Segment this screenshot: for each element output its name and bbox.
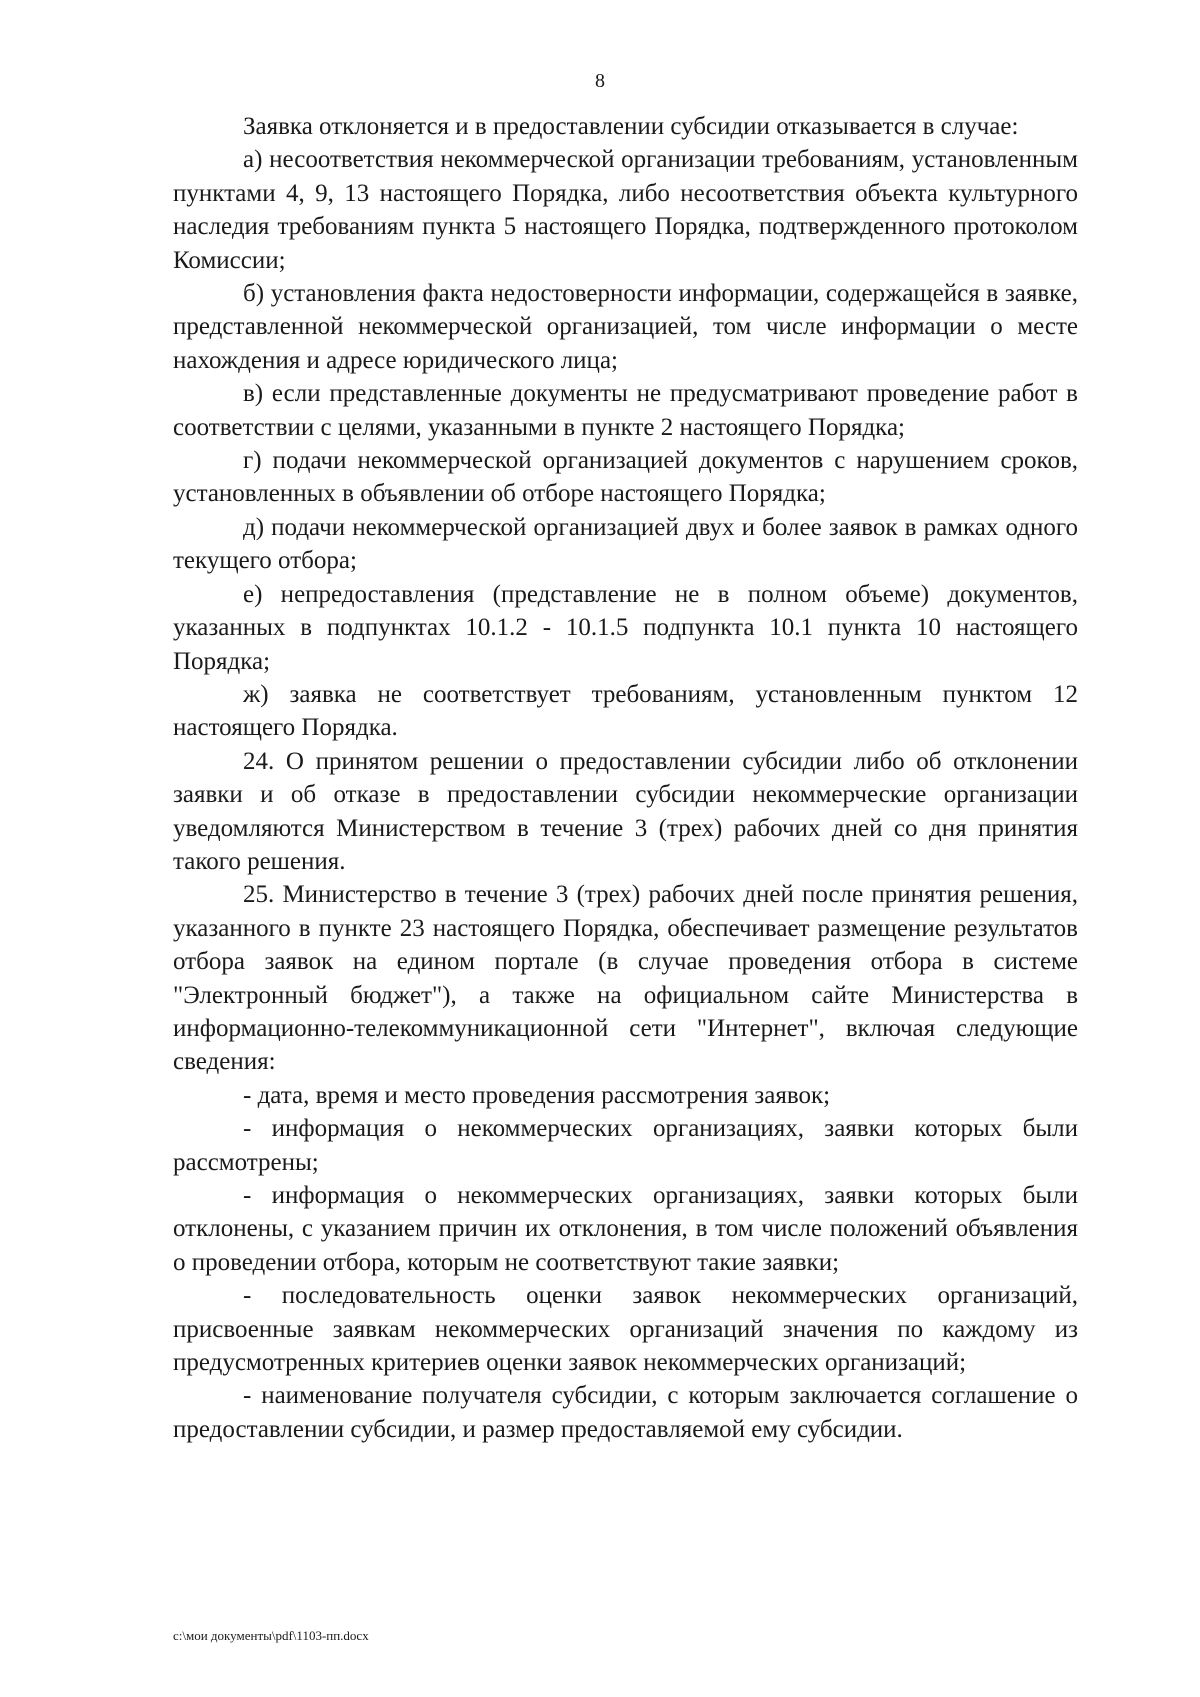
paragraph-item-d: д) подачи некоммерческой организацией двух и более заявок в рамках одного текущего отбора;	[173, 513, 1078, 575]
list-item-rejected: - информация о некоммерческих организациях, заявки которых были отклонены, с указанием причин их отклонения, в том числе положений объявления о проведении отбора, которым не соответствуют такие заявки;	[173, 1182, 1078, 1276]
paragraph-24: 24. О принятом решении о предоставлении субсидии либо об отклонении заявки и об отказе в предоставлении субсидии некоммерческие организации уведомляются Министерством в течение 3 (трех) рабочих дней со дня принятия такого решения.	[173, 747, 1078, 875]
paragraph-item-e: е) непредоставления (представление не в полном объеме) документов, указанных в подпунктах 10.1.2 - 10.1.5 подпункта 10.1 пункта 10 настоящего Порядка;	[173, 580, 1078, 675]
page-number: 8	[595, 70, 605, 92]
list-item-recipient: - наименование получателя субсидии, с которым заключается соглашение о предоставлении субсидии, и размер предоставляемой ему субсидии.	[173, 1382, 1078, 1443]
footer-file-path: c:\мои документы\pdf\1103-пп.docx	[173, 1628, 369, 1643]
paragraph-item-g: г) подачи некоммерческой организацией документов с нарушением сроков, установленных в объявлении об отборе настоящего Порядка;	[173, 447, 1078, 508]
list-item-date: - дата, время и место проведения рассмотрения заявок;	[243, 1081, 831, 1109]
paragraph-item-a: а) несоответствия некоммерческой организации требованиям, установленным пунктами 4, 9, 13 настоящего Порядка, либо несоответствия объекта культурного наследия требованиям пункта 5 настоящего Порядка, подтвержденного протоколом Комиссии;	[173, 146, 1078, 274]
paragraph-item-zh: ж) заявка не соответствует требованиям, установленным пунктом 12 настоящего Порядка.	[173, 680, 1078, 742]
list-item-reviewed: - информация о некоммерческих организациях, заявки которых были рассмотрены;	[173, 1115, 1078, 1176]
paragraph-item-v: в) если представленные документы не предусматривают проведение работ в соответствии с целями, указанными в пункте 2 настоящего Порядка;	[173, 380, 1078, 441]
list-item-evaluation: - последовательность оценки заявок некоммерческих организаций, присвоенные заявкам некоммерческих организаций значения по каждому из предусмотренных критериев оценки заявок некоммерческих организаций;	[173, 1282, 1078, 1377]
document-body	[173, 110, 1078, 1446]
paragraph-intro: Заявка отклоняется и в предоставлении субсидии отказывается в случае:	[243, 113, 1019, 140]
paragraph-25: 25. Министерство в течение 3 (трех) рабочих дней после принятия решения, указанного в пункте 23 настоящего Порядка, обеспечивает размещение результатов отбора заявок на едином портале (в случае проведения отбора в системе "Электронный бюджет"), а также на официальном сайте Министерства в информационно-телекоммуникационной сети "Интернет", включая следующие сведения:	[173, 881, 1078, 1076]
paragraph-item-b: б) установления факта недостоверности информации, содержащейся в заявке, представленной некоммерческой организацией, том числе информации о месте нахождения и адресе юридического лица;	[173, 280, 1078, 374]
